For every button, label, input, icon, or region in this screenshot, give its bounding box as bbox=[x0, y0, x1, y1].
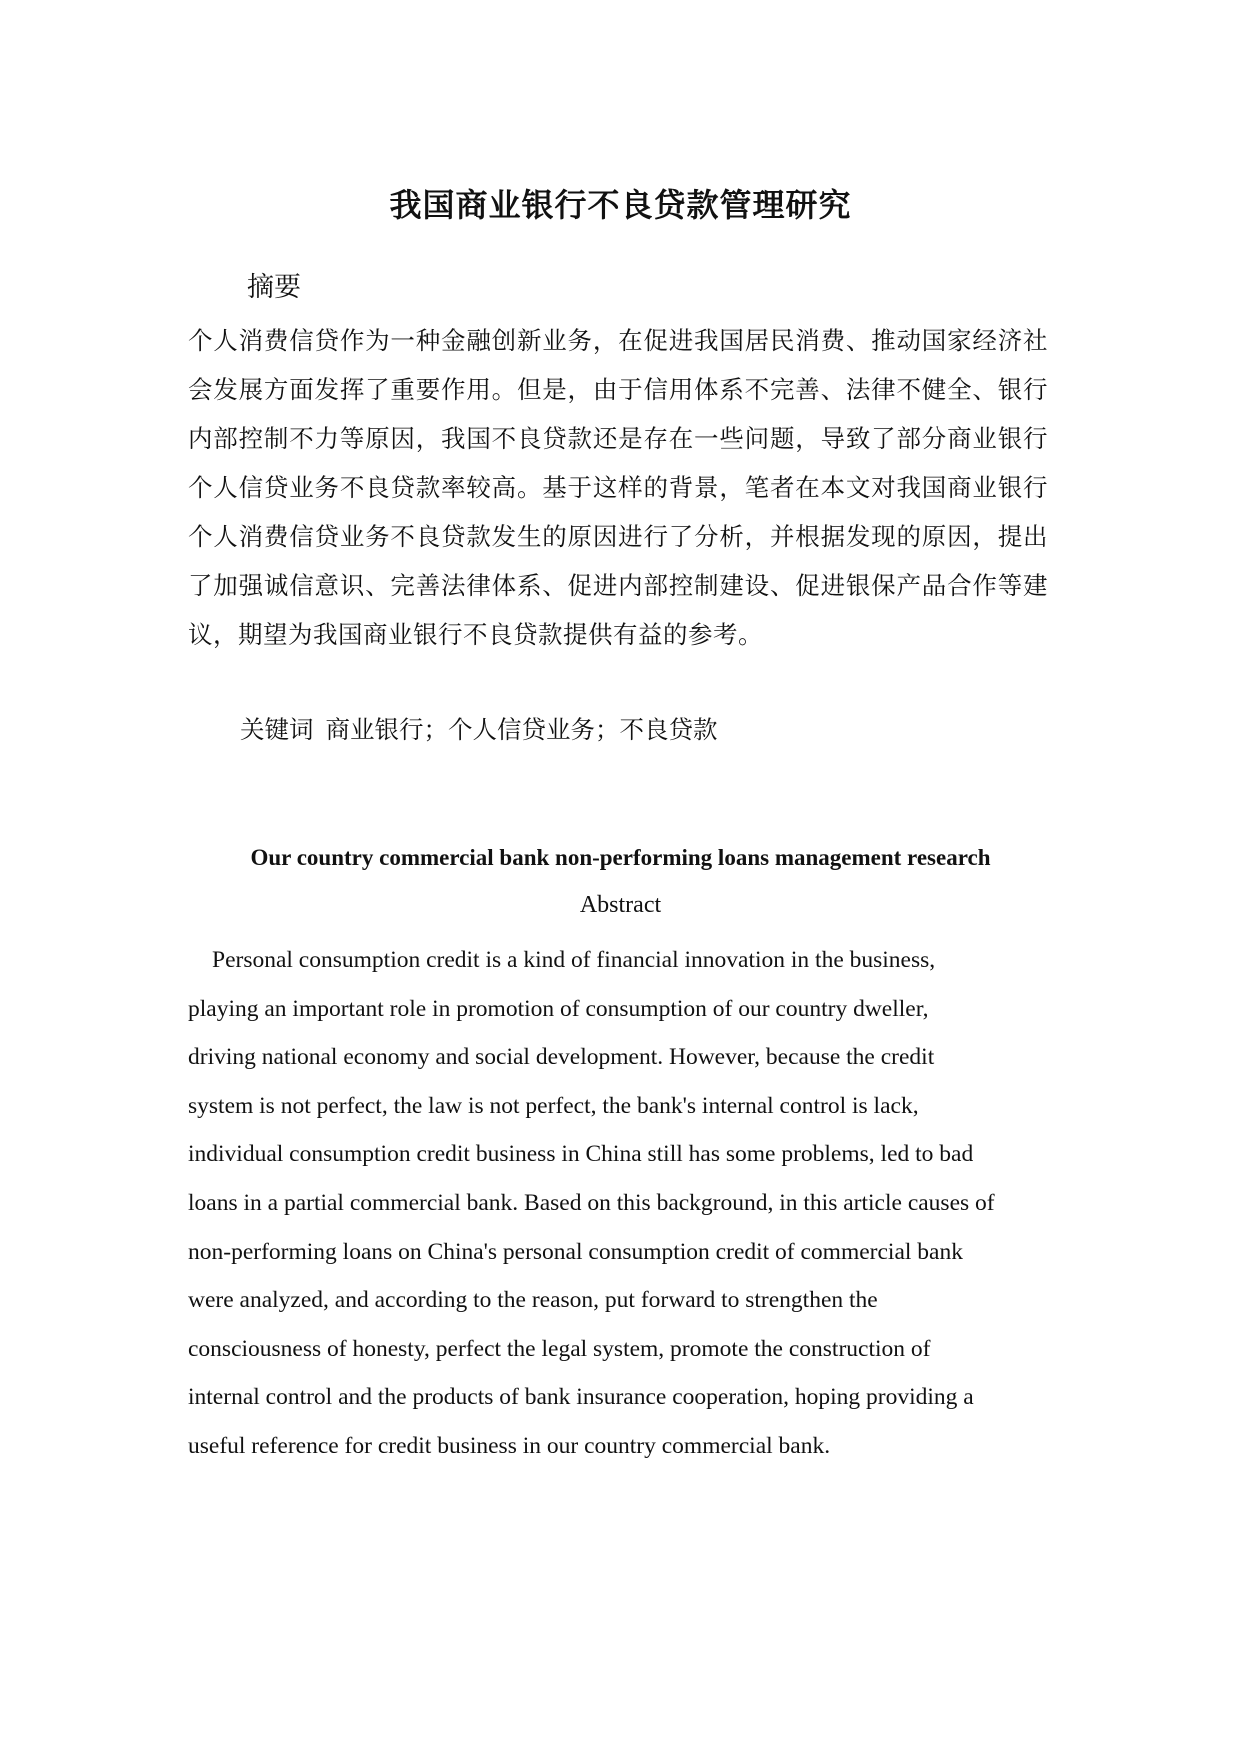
keywords-line bbox=[240, 710, 718, 750]
keywords-label: 关键词 bbox=[240, 715, 314, 744]
abstract-line: system is not perfect, the law is not perfect, the bank's internal control is lack, bbox=[188, 1092, 919, 1119]
abstract-line: internal control and the products of bank insurance cooperation, hoping providing a bbox=[188, 1384, 974, 1411]
abstract-line: individual consumption credit business in China still has some problems, led to bad bbox=[188, 1141, 974, 1168]
abstract-line: driving national economy and social development. However, because the credit bbox=[188, 1044, 935, 1071]
abstract-heading-english: Abstract bbox=[579, 892, 662, 918]
abstract-line: non-performing loans on China's personal consumption credit of commercial bank bbox=[188, 1238, 963, 1265]
abstract-line: loans in a partial commercial bank. Based on this background, in this article causes of bbox=[188, 1189, 995, 1216]
document-title-chinese: 我国商业银行不良贷款管理研究 bbox=[389, 186, 852, 224]
document-title-english: Our country commercial bank non-performing loans management research bbox=[250, 845, 991, 870]
abstract-line: consciousness of honesty, perfect the legal system, promote the construction of bbox=[188, 1335, 931, 1362]
abstract-body-english bbox=[188, 936, 1058, 1471]
abstract-line: useful reference for credit business in our country commercial bank. bbox=[188, 1432, 831, 1459]
keywords-value: 商业银行；个人信贷业务；不良贷款 bbox=[325, 715, 718, 744]
abstract-heading-chinese: 摘要 bbox=[247, 272, 301, 303]
abstract-line: Personal consumption credit is a kind of financial innovation in the business, bbox=[212, 947, 936, 973]
abstract-body-chinese: 个人消费信贷作为一种金融创新业务，在促进我国居民消费、推动国家经济社会发展方面发挥了重要作用。但是，由于信用体系不完善、法律不健全、银行内部控制不力等原因，我国不良贷款还是存在一些问题，导致了部分商业银行个人信贷业务不良贷款率较高。基于这样的背景，笔者在本文对我国商业银行个人消费信贷业务不良贷款发生的原因进行了分析，并根据发现的原因，提出了加强诚信意识、完善法律体系、促进内部控制建设、促进银保产品合作等建议，期望为我国商业银行不良贷款提供有益的参考。 bbox=[188, 326, 1048, 649]
abstract-line: were analyzed, and according to the reason, put forward to strengthen the bbox=[188, 1287, 878, 1314]
abstract-line: playing an important role in promotion of consumption of our country dweller, bbox=[188, 995, 929, 1022]
